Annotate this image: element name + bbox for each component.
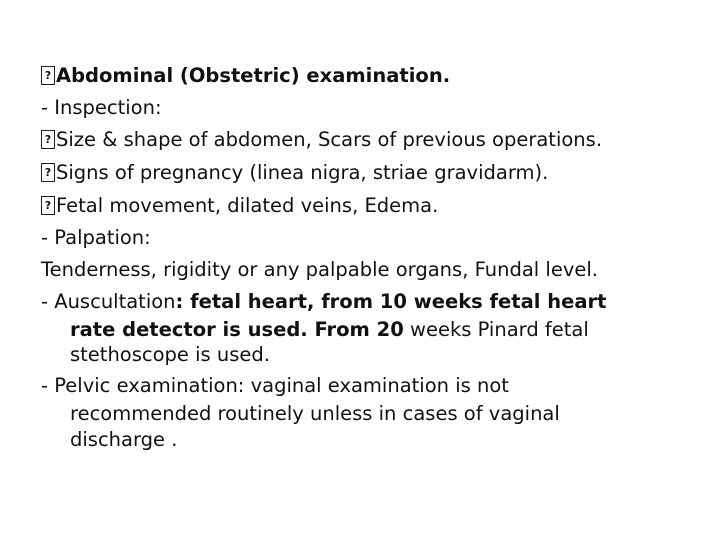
bullet-box-icon: [41, 130, 55, 149]
heading-text: Abdominal (Obstetric) examination.: [56, 64, 451, 87]
bullet-glyph: ?: [44, 199, 52, 212]
pelvic-line-2: recommended routinely unless in cases of vaginal: [70, 402, 560, 425]
bullet-box-icon: [41, 196, 55, 215]
auscultation-bold-text: rate detector is used. From 20: [70, 318, 404, 341]
auscultation-bold-text: : fetal heart, from 10 weeks fetal heart: [175, 290, 607, 313]
pelvic-line-1: - Pelvic examination: vaginal examination is not: [41, 374, 509, 397]
auscultation-prefix: - Auscultation: [41, 290, 176, 313]
bullet-glyph: ?: [44, 133, 52, 146]
palpation-label: - Palpation:: [41, 226, 151, 249]
pelvic-line-3: discharge .: [70, 428, 178, 451]
bullet-glyph: ?: [44, 166, 52, 179]
bullet-box-icon: [41, 163, 55, 182]
bullet-box-icon: [41, 66, 55, 85]
palpation-text: Tenderness, rigidity or any palpable organs, Fundal level.: [41, 258, 598, 281]
inspection-item: [41, 194, 438, 218]
auscultation-normal-text: weeks Pinard fetal: [403, 318, 589, 341]
inspection-item-text: Size & shape of abdomen, Scars of previous operations.: [56, 128, 603, 151]
inspection-item: [41, 128, 602, 152]
heading-line: [41, 64, 450, 88]
bullet-glyph: ?: [44, 69, 52, 82]
inspection-label: - Inspection:: [41, 96, 162, 119]
inspection-item: [41, 161, 548, 185]
auscultation-line-3: stethoscope is used.: [70, 343, 270, 366]
auscultation-line-1: [41, 290, 606, 314]
inspection-item-text: Signs of pregnancy (linea nigra, striae gravidarm).: [56, 161, 549, 184]
auscultation-line-2: [70, 318, 589, 342]
inspection-item-text: Fetal movement, dilated veins, Edema.: [56, 194, 439, 217]
